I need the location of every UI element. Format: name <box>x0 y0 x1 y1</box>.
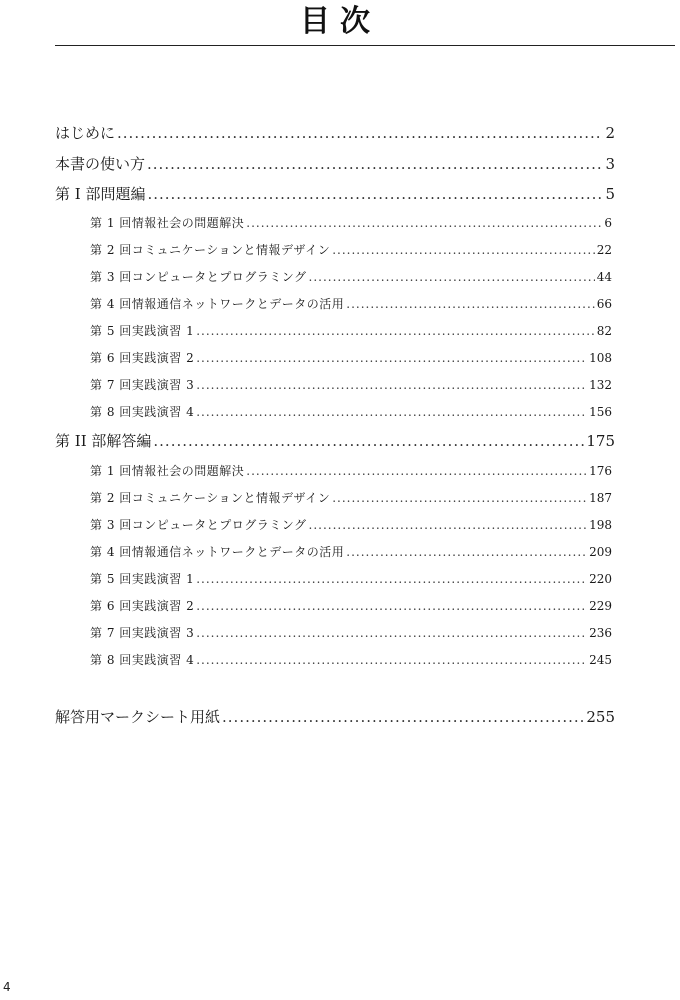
toc-entry-page: 2 <box>605 124 615 142</box>
dot-leader <box>147 183 603 205</box>
toc-entry-page: 3 <box>605 155 615 173</box>
toc-entry-label: 第 3 回コンピュータとプログラミング <box>90 270 307 284</box>
toc-entry-howto[interactable] <box>55 153 615 175</box>
toc-entry-label: 解答用マークシート用紙 <box>55 708 221 726</box>
dot-leader <box>196 349 587 367</box>
toc-entry-label: 第 8 回実践演習 4 <box>90 405 195 419</box>
dot-leader <box>246 214 602 232</box>
dot-leader <box>246 462 587 480</box>
dot-leader <box>153 430 584 452</box>
toc-entry-label: 第 5 回実践演習 1 <box>90 572 195 586</box>
toc-entry-label: 第 6 回実践演習 2 <box>90 351 195 365</box>
toc-entry-label: 第 5 回実践演習 1 <box>90 324 195 338</box>
toc-entry-page: 255 <box>586 708 615 726</box>
toc-entry-label: 第 1 回情報社会の問題解決 <box>90 464 245 478</box>
dot-leader <box>147 153 603 175</box>
toc-subentry[interactable] <box>90 543 612 561</box>
toc-entry-page: 236 <box>589 626 612 640</box>
toc-subentry[interactable] <box>90 624 612 642</box>
toc-subentry[interactable] <box>90 570 612 588</box>
toc-entry-page: 176 <box>589 464 612 478</box>
toc-entry-page: 220 <box>589 572 612 586</box>
toc-subentry[interactable] <box>90 268 612 286</box>
toc-entry-label: 第 7 回実践演習 3 <box>90 626 195 640</box>
toc-entry-page: 22 <box>596 243 612 257</box>
dot-leader <box>117 122 603 144</box>
dot-leader <box>309 516 588 534</box>
toc-entry-page: 245 <box>589 653 612 667</box>
toc-entry-page: 132 <box>589 378 612 392</box>
toc-subentry[interactable] <box>90 295 612 313</box>
toc-entry-intro[interactable] <box>55 122 615 144</box>
toc-entry-label: 第 I 部問題編 <box>55 185 146 203</box>
toc-entry-part2[interactable] <box>55 430 615 452</box>
dot-leader <box>309 268 595 286</box>
toc-entry-label: 本書の使い方 <box>55 155 146 173</box>
dot-leader <box>196 376 587 394</box>
dot-leader <box>346 295 594 313</box>
toc-entry-answer-sheet[interactable] <box>55 706 615 728</box>
dot-leader <box>196 570 587 588</box>
toc-entry-page: 6 <box>604 216 612 230</box>
toc-subentry[interactable] <box>90 214 612 232</box>
toc-entry-label: 第 1 回情報社会の問題解決 <box>90 216 245 230</box>
toc-subentry[interactable] <box>90 597 612 615</box>
toc-entry-page: 209 <box>589 545 612 559</box>
toc-entry-page: 198 <box>589 518 612 532</box>
toc-subentry[interactable] <box>90 349 612 367</box>
toc-entry-label: 第 6 回実践演習 2 <box>90 599 195 613</box>
toc-entry-label: 第 8 回実践演習 4 <box>90 653 195 667</box>
toc-entry-label: 第 7 回実践演習 3 <box>90 378 195 392</box>
toc-subentry[interactable] <box>90 376 612 394</box>
toc-entry-part1[interactable] <box>55 183 615 205</box>
dot-leader <box>196 597 587 615</box>
toc-entry-page: 82 <box>596 324 612 338</box>
toc-subentry[interactable] <box>90 403 612 421</box>
toc-entry-page: 175 <box>586 432 615 450</box>
toc-entry-page: 156 <box>589 405 612 419</box>
toc-entry-label: 第 4 回情報通信ネットワークとデータの活用 <box>90 297 345 311</box>
toc-subentry[interactable] <box>90 489 612 507</box>
toc-subentry[interactable] <box>90 516 612 534</box>
toc-subentry[interactable] <box>90 462 612 480</box>
page-title: 目次 <box>300 4 380 39</box>
toc-subentry[interactable] <box>90 322 612 340</box>
toc-subentry[interactable] <box>90 241 612 259</box>
toc-entry-label: 第 II 部解答編 <box>55 432 152 450</box>
toc-entry-label: 第 4 回情報通信ネットワークとデータの活用 <box>90 545 345 559</box>
toc-entry-label: 第 2 回コミュニケーションと情報デザイン <box>90 243 331 257</box>
toc-entry-page: 44 <box>596 270 612 284</box>
dot-leader <box>196 651 587 669</box>
dot-leader <box>196 624 587 642</box>
page-number: 4 <box>3 980 11 994</box>
toc-entry-page: 229 <box>589 599 612 613</box>
dot-leader <box>196 403 587 421</box>
toc-entry-label: 第 2 回コミュニケーションと情報デザイン <box>90 491 331 505</box>
dot-leader <box>196 322 595 340</box>
dot-leader <box>332 241 595 259</box>
dot-leader <box>332 489 587 507</box>
toc-entry-label: はじめに <box>55 124 116 142</box>
toc-entry-label: 第 3 回コンピュータとプログラミング <box>90 518 307 532</box>
toc-entry-page: 66 <box>596 297 612 311</box>
dot-leader <box>346 543 587 561</box>
toc-subentry[interactable] <box>90 651 612 669</box>
toc-entry-page: 5 <box>605 185 615 203</box>
toc-entry-page: 187 <box>589 491 612 505</box>
toc-entry-page: 108 <box>589 351 612 365</box>
dot-leader <box>222 706 584 728</box>
